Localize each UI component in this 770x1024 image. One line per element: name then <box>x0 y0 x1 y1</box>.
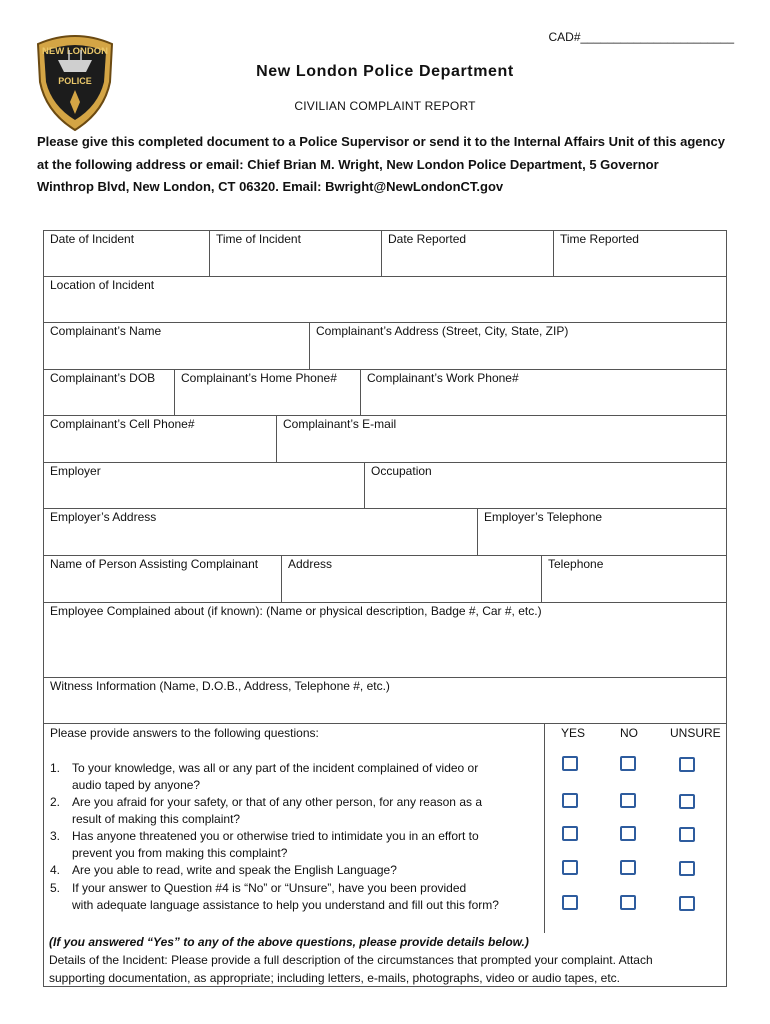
details-instruction-line: supporting documentation, as appropriate; including letters, e-mails, photographs, video or audio tapes, etc. <box>49 971 621 985</box>
intro-line: at the following address or email: Chief Brian M. Wright, New London Police Department, 5 Governor <box>37 156 659 172</box>
complainant-address-field[interactable]: Complainant’s Address (Street, City, State, ZIP) <box>309 322 727 370</box>
complainant-home-phone-field[interactable]: Complainant’s Home Phone# <box>174 369 361 416</box>
no-column-header: NO <box>620 726 638 740</box>
cad-number-field[interactable]: CAD#_______________________ <box>548 30 734 44</box>
question-number: 2. <box>50 795 61 809</box>
complainant-work-phone-field[interactable]: Complainant’s Work Phone# <box>360 369 727 416</box>
q4-unsure-checkbox[interactable] <box>679 861 695 876</box>
date-of-incident-field[interactable]: Date of Incident <box>43 230 210 277</box>
complainant-email-field[interactable]: Complainant’s E-mail <box>276 415 727 463</box>
assisting-telephone-field[interactable]: Telephone <box>541 555 727 603</box>
occupation-field[interactable]: Occupation <box>364 462 727 509</box>
q3-no-checkbox[interactable] <box>620 826 636 841</box>
details-section <box>49 933 739 987</box>
logo-text-top: NEW LONDON <box>42 46 108 57</box>
q2-unsure-checkbox[interactable] <box>679 794 695 809</box>
q2-yes-checkbox[interactable] <box>562 793 578 808</box>
q4-no-checkbox[interactable] <box>620 860 636 875</box>
assisting-person-field[interactable]: Name of Person Assisting Complainant <box>43 555 282 603</box>
employer-telephone-field[interactable]: Employer’s Telephone <box>477 508 727 556</box>
q2-no-checkbox[interactable] <box>620 793 636 808</box>
question-text: To your knowledge, was all or any part of the incident complained of video or audio taped by anyone? <box>72 761 479 792</box>
assisting-address-field[interactable]: Address <box>281 555 542 603</box>
police-badge-logo <box>34 32 116 132</box>
logo-text-bottom: POLICE <box>58 76 92 86</box>
question-text: Has anyone threatened you or otherwise tried to intimidate you in an effort to prevent you from making this complaint? <box>72 829 479 860</box>
intro-line: Please give this completed document to a Police Supervisor or send it to the Internal Affairs Unit of this agency <box>37 134 725 149</box>
employer-address-field[interactable]: Employer’s Address <box>43 508 478 556</box>
q5-no-checkbox[interactable] <box>620 895 636 910</box>
date-reported-field[interactable]: Date Reported <box>381 230 554 277</box>
question-number: 1. <box>50 761 61 775</box>
question-number: 4. <box>50 863 61 877</box>
q1-no-checkbox[interactable] <box>620 756 636 771</box>
employee-complained-field[interactable]: Employee Complained about (if known): (Name or physical description, Badge #, Car #, etc.) <box>43 602 727 678</box>
question-text: Are you able to read, write and speak the English Language? <box>72 863 397 877</box>
time-reported-field[interactable]: Time Reported <box>553 230 727 277</box>
department-name: New London Police Department <box>256 63 514 80</box>
details-instruction-line: Details of the Incident: Please provide a full description of the circumstances that prompted your complaint. Attach <box>49 953 653 967</box>
time-of-incident-field[interactable]: Time of Incident <box>209 230 382 277</box>
intro-instructions <box>37 131 737 199</box>
question-number: 5. <box>50 881 61 895</box>
question-text: Are you afraid for your safety, or that of any other person, for any reason as a result of making this complaint? <box>72 795 482 826</box>
form-title: CIVILIAN COMPLAINT REPORT <box>294 99 476 113</box>
q3-yes-checkbox[interactable] <box>562 826 578 841</box>
q1-unsure-checkbox[interactable] <box>679 757 695 772</box>
q3-unsure-checkbox[interactable] <box>679 827 695 842</box>
q1-yes-checkbox[interactable] <box>562 756 578 771</box>
location-of-incident-field[interactable]: Location of Incident <box>43 276 727 323</box>
question-text: If your answer to Question #4 is “No” or “Unsure”, have you been provided with adequate language assistance to help you understand and fill out this form? <box>72 881 499 912</box>
q5-unsure-checkbox[interactable] <box>679 896 695 911</box>
q5-yes-checkbox[interactable] <box>562 895 578 910</box>
complainant-name-field[interactable]: Complainant’s Name <box>43 322 310 370</box>
complainant-dob-field[interactable]: Complainant’s DOB <box>43 369 175 416</box>
yes-column-header: YES <box>561 726 586 740</box>
questions-divider <box>544 723 545 933</box>
intro-line: Winthrop Blvd, New London, CT 06320. Email: Bwright@NewLondonCT.gov <box>37 179 504 194</box>
q4-yes-checkbox[interactable] <box>562 860 578 875</box>
question-number: 3. <box>50 829 61 843</box>
questions-prompt: Please provide answers to the following questions: <box>50 726 319 740</box>
employer-field[interactable]: Employer <box>43 462 365 509</box>
complainant-cell-phone-field[interactable]: Complainant’s Cell Phone# <box>43 415 277 463</box>
witness-info-field[interactable]: Witness Information (Name, D.O.B., Address, Telephone #, etc.) <box>43 677 727 724</box>
unsure-column-header: UNSURE <box>670 726 721 740</box>
details-note: (If you answered “Yes” to any of the above questions, please provide details below.) <box>49 935 529 949</box>
